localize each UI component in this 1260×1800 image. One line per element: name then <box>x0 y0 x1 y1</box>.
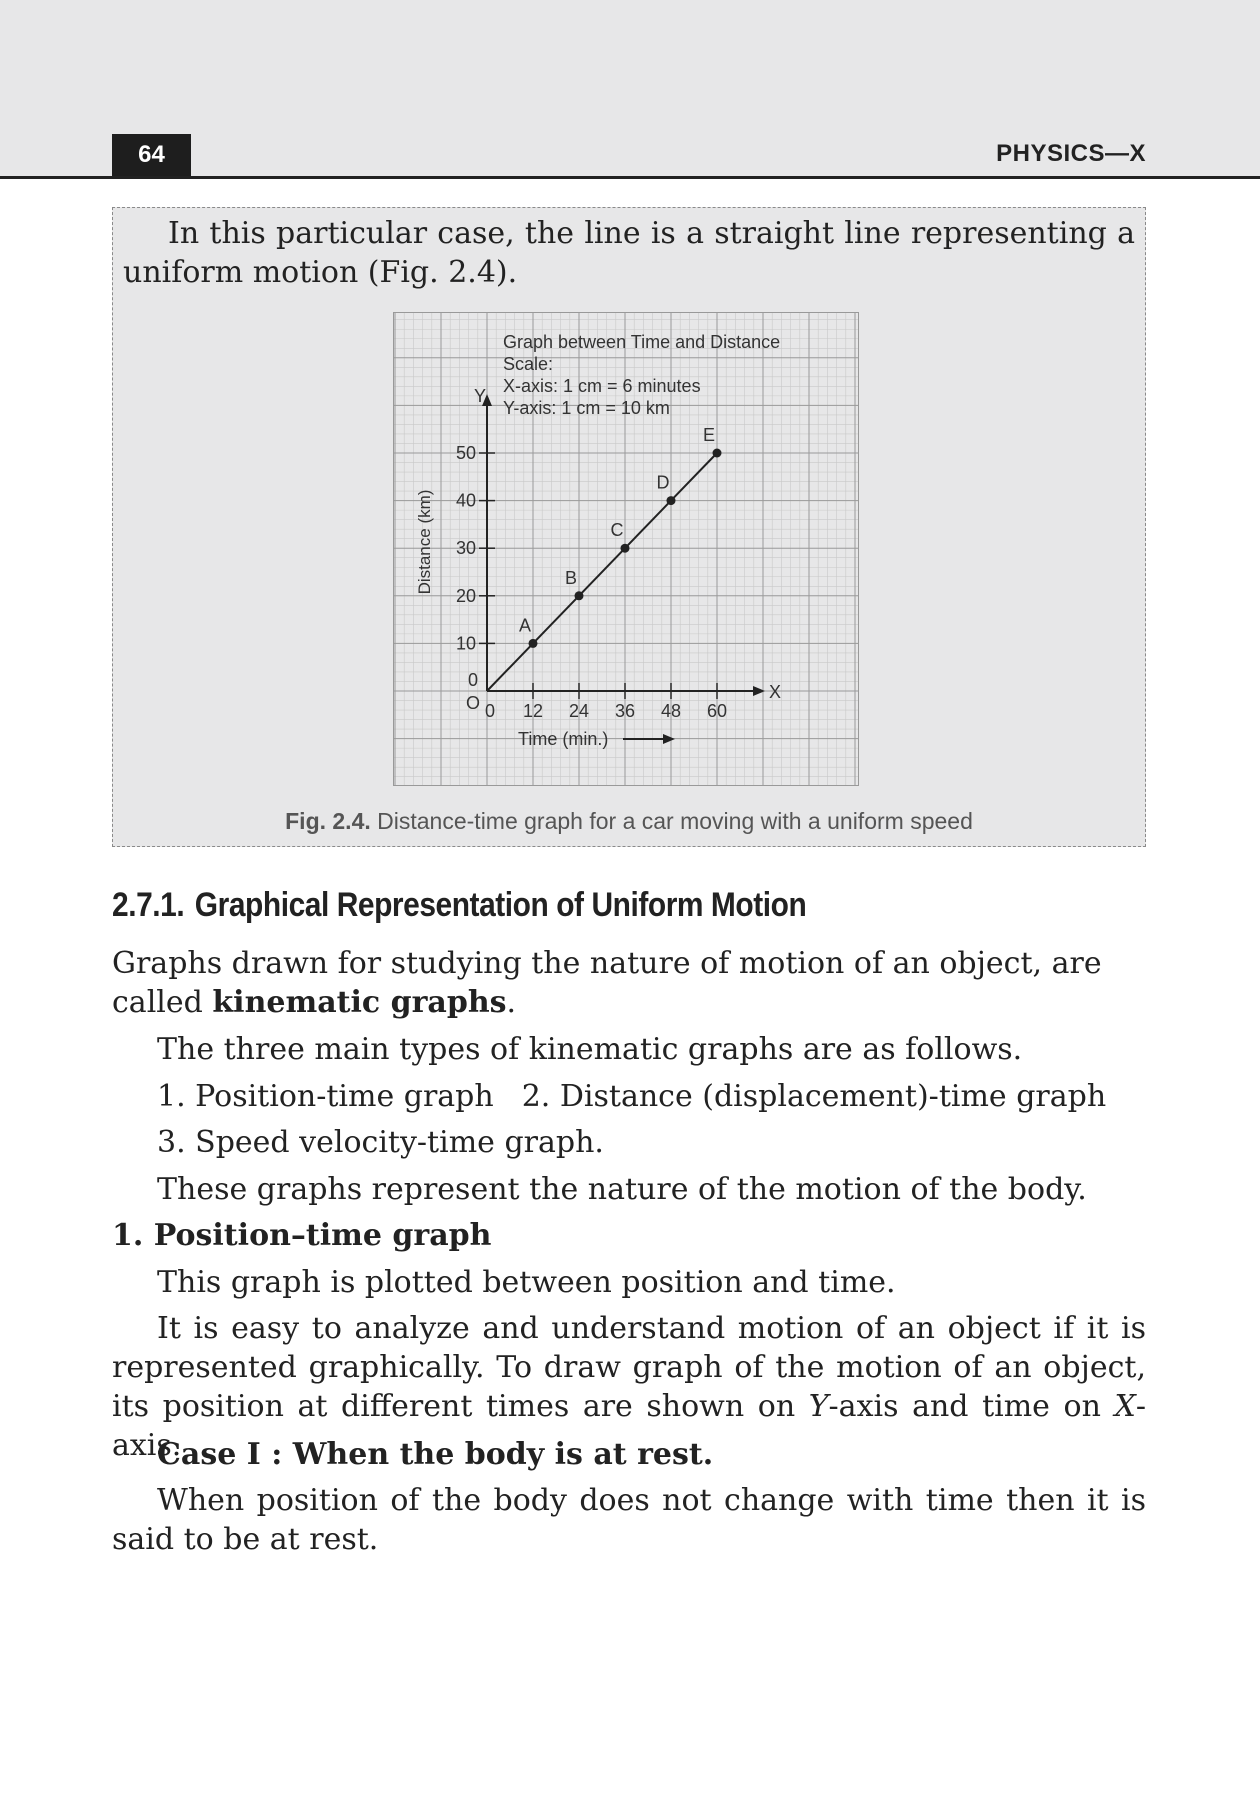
data-point-d <box>667 496 676 505</box>
y-tick-label: 10 <box>455 633 476 654</box>
chart-title: Graph between Time and Distance <box>503 332 781 352</box>
header-rule <box>0 176 1260 179</box>
paragraph-nature: These graphs represent the nature of the motion of the body. <box>157 1172 1087 1207</box>
paragraph-kinematic <box>112 944 1146 1022</box>
section-number: 2.7.1. <box>112 886 185 924</box>
x-label-arrow-head <box>663 734 675 744</box>
data-point-a <box>529 639 538 648</box>
x-tick-label: 36 <box>614 701 636 721</box>
list-item-2: 2. Distance (displacement)-time graph <box>521 1079 1107 1114</box>
x-tick-label: 48 <box>660 701 682 721</box>
p5-y: Y <box>808 1389 829 1424</box>
figure-caption-label: Fig. 2.4. <box>285 808 371 834</box>
paragraph-rest: When position of the body does not change with time then it is said to be at rest. <box>112 1483 1146 1557</box>
p5-b: -axis and time on <box>828 1389 1115 1424</box>
y-zero-label: 0 <box>467 670 479 690</box>
point-label-e: E <box>702 425 716 445</box>
point-label-b: B <box>564 567 578 588</box>
chart-scale-y: Y-axis: 1 cm = 10 km <box>503 398 670 418</box>
figure-box <box>112 207 1146 847</box>
y-tick-label: 40 <box>455 490 476 511</box>
section-heading <box>112 886 806 925</box>
y-ticks <box>456 443 495 653</box>
data-point-e <box>713 449 722 458</box>
p5-c: -axis. <box>112 1389 1146 1463</box>
list-line-1 <box>157 1077 1146 1116</box>
paragraph-plotted: This graph is plotted between position and time. <box>157 1265 896 1300</box>
section-title: Graphical Representation of Uniform Motion <box>194 886 807 924</box>
paragraph-types: The three main types of kinematic graphs are as follows. <box>157 1032 1023 1067</box>
x-axis-letter: X <box>768 682 782 702</box>
running-title: PHYSICS—X <box>996 140 1146 167</box>
p5-a: It is easy to analyze and understand motion of an object if it is represented graphically. To draw graph of the motion of an object, its position at different times are shown on <box>112 1311 1146 1424</box>
series-line-car <box>487 453 717 691</box>
heading-position-time: 1. Position–time graph <box>112 1218 492 1253</box>
x-tick-label: 24 <box>568 701 590 721</box>
p5-x: X <box>1114 1389 1136 1424</box>
p1-bold: kinematic graphs <box>212 985 507 1020</box>
point-label-d: D <box>656 472 670 493</box>
y-tick-label: 20 <box>455 585 476 606</box>
distance-time-chart <box>393 312 859 786</box>
page-number: 64 <box>112 134 191 176</box>
data-point-b <box>575 591 584 600</box>
x-tick-label: 12 <box>522 701 544 721</box>
y-axis-letter: Y <box>473 386 487 406</box>
p1-end: . <box>506 985 517 1020</box>
y-tick-label: 30 <box>455 538 476 559</box>
y-tick-label: 50 <box>455 443 476 463</box>
figure-caption-text: Distance-time graph for a car moving with a uniform speed <box>377 808 973 834</box>
y-axis-label: Distance (km) <box>415 489 434 595</box>
chart-scale-title: Scale: <box>503 354 554 374</box>
x-tick-label: 60 <box>706 701 728 721</box>
case-heading: Case I : When the body is at rest. <box>157 1437 714 1472</box>
p1-text: Graphs drawn for studying the nature of motion of an object, are called <box>112 946 1102 1020</box>
figure-caption <box>113 808 1145 835</box>
list-item-1: 1. Position-time graph <box>157 1079 494 1114</box>
x-ticks <box>523 683 727 721</box>
point-label-c: C <box>610 520 624 541</box>
point-label-a: A <box>518 615 532 636</box>
data-point-c <box>621 544 630 553</box>
figure-intro-text: In this particular case, the line is a straight line representing a uniform motion (Fig. 2.4). <box>123 216 1135 290</box>
x-zero-label: 0 <box>484 701 496 721</box>
origin-label: O <box>465 693 481 713</box>
chart-scale-x: X-axis: 1 cm = 6 minutes <box>503 376 701 396</box>
list-item-3: 3. Speed velocity-time graph. <box>157 1125 604 1160</box>
x-axis-label: Time (min.) <box>518 729 609 749</box>
